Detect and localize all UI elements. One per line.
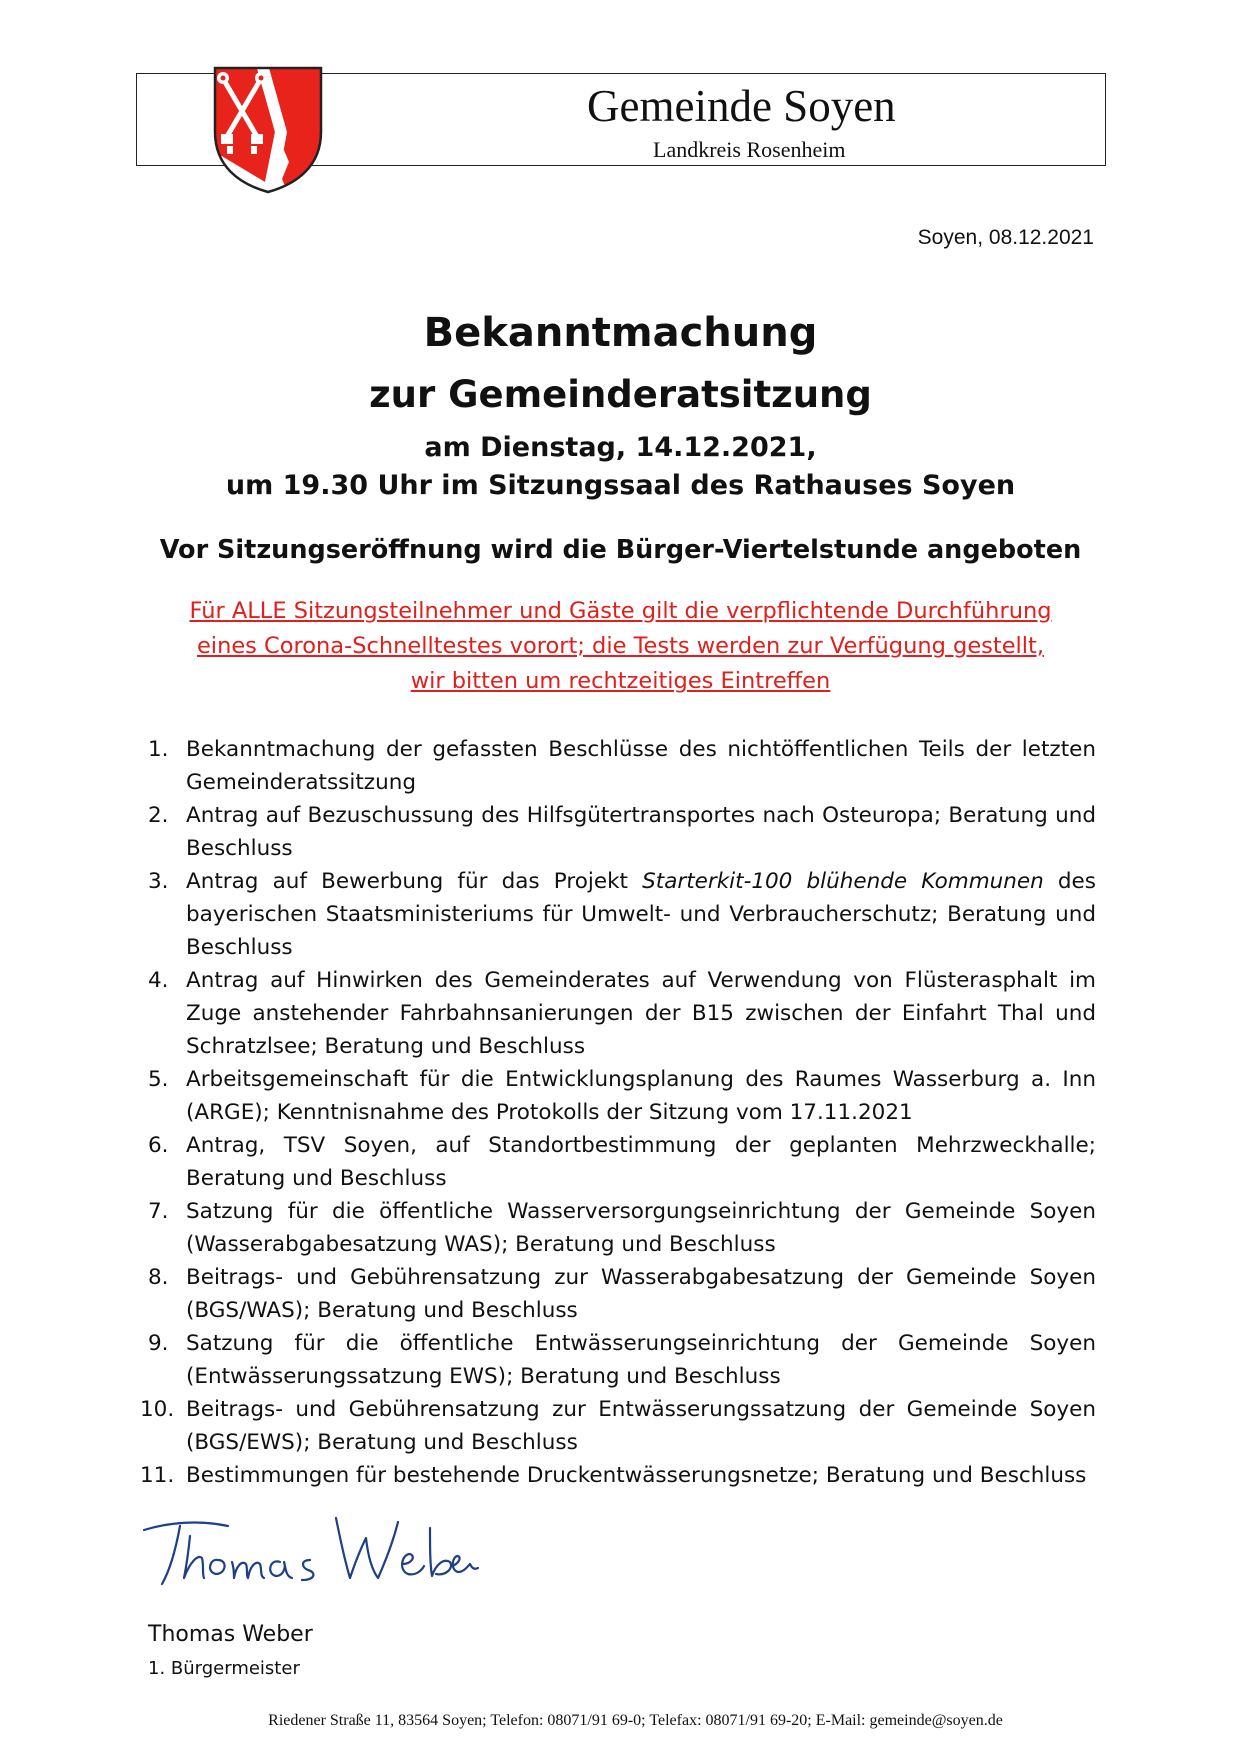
agenda-item-number: 2. (148, 803, 169, 828)
agenda-item (140, 1459, 1096, 1492)
agenda-item-text-pre: Antrag auf Bewerbung für das Projekt (186, 869, 643, 894)
agenda-item-number: 9. (148, 1331, 169, 1356)
agenda-item (140, 1393, 1096, 1459)
agenda-item (148, 1063, 1096, 1129)
agenda-item-text: Bestimmungen für bestehende Druckentwässerungsnetze; Beratung und Beschluss (186, 1463, 1087, 1488)
agenda-list (140, 733, 1096, 1492)
agenda-item (148, 1195, 1096, 1261)
agenda-item (148, 1327, 1096, 1393)
municipality-name: Gemeinde Soyen (587, 81, 896, 131)
agenda-item-number: 4. (148, 968, 169, 993)
document-title: Bekanntmachung (423, 310, 818, 356)
agenda-item (148, 1129, 1096, 1195)
meeting-date: am Dienstag, 14.12.2021, (424, 432, 817, 463)
agenda-item (148, 865, 1096, 964)
agenda-item-number: 10. (140, 1397, 175, 1422)
agenda-item-number: 6. (148, 1133, 169, 1158)
coat-of-arms-icon (209, 62, 327, 196)
signer-name: Thomas Weber (148, 1622, 313, 1647)
document-subtitle: zur Gemeinderatsitzung (369, 373, 872, 416)
meeting-time-location: um 19.30 Uhr im Sitzungssaal des Rathauses Soyen (225, 470, 1016, 501)
handwritten-signature (140, 1508, 480, 1598)
agenda-item-number: 11. (140, 1463, 175, 1488)
corona-notice-line: Für ALLE Sitzungsteilnehmer und Gäste gilt die verpflichtende Durchführung (189, 598, 1052, 624)
signer-role: 1. Bürgermeister (148, 1658, 300, 1679)
agenda-item (148, 1261, 1096, 1327)
agenda-item (148, 964, 1096, 1063)
agenda-item-text: Antrag auf Bezuschussung des Hilfsgütertransportes nach Osteuropa; Beratung und Beschluss (186, 803, 1096, 861)
citizens-quarter-hour-note: Vor Sitzungseröffnung wird die Bürger-Viertelstunde angeboten (159, 535, 1082, 565)
agenda-item-number: 3. (148, 869, 169, 894)
agenda-item (148, 799, 1096, 865)
letterhead (136, 73, 1106, 166)
agenda-item-text: Satzung für die öffentliche Entwässerungseinrichtung der Gemeinde Soyen (Entwässerungssatzung EWS); Beratung und Beschluss (186, 1331, 1096, 1389)
agenda-item-text: Bekanntmachung der gefassten Beschlüsse des nichtöffentlichen Teils der letzten Gemeinderatssitzung (186, 737, 1096, 795)
agenda-item-text: Beitrags- und Gebührensatzung zur Entwässerungssatzung der Gemeinde Soyen (BGS/EWS); Beratung und Beschluss (186, 1397, 1096, 1455)
contact-footer: Riedener Straße 11, 83564 Soyen; Telefon: 08071/91 69-0; Telefax: 08071/91 69-20; E-Mail: gemeinde@soyen.de (268, 1712, 1003, 1729)
corona-notice-line: wir bitten um rechtzeitiges Eintreffen (410, 668, 831, 694)
district-name: Landkreis Rosenheim (653, 137, 846, 162)
agenda-item-text: Beitrags- und Gebührensatzung zur Wasserabgabesatzung der Gemeinde Soyen (BGS/WAS); Beratung und Beschluss (186, 1265, 1096, 1323)
agenda-item-text: Antrag auf Hinwirken des Gemeinderates auf Verwendung von Flüsterasphalt im Zuge anstehender Fahrbahnsanierungen der B15 zwischen der Einfahrt Thal und Schratzlsee; Beratung und Beschluss (186, 968, 1096, 1059)
agenda-item-text: Satzung für die öffentliche Wasserversorgungseinrichtung der Gemeinde Soyen (Wasserabgabesatzung WAS); Beratung und Beschluss (186, 1199, 1096, 1257)
agenda-item-number: 7. (148, 1199, 169, 1224)
corona-notice-line: eines Corona-Schnelltestes vorort; die Tests werden zur Verfügung gestellt, (196, 633, 1045, 659)
agenda-item-text: Arbeitsgemeinschaft für die Entwicklungsplanung des Raumes Wasserburg a. Inn (ARGE); Kenntnisnahme des Protokolls der Sitzung vom 17.11.2021 (186, 1067, 1096, 1125)
agenda-item-number: 8. (148, 1265, 169, 1290)
agenda-item-number: 5. (148, 1067, 169, 1092)
agenda-item-text: Antrag, TSV Soyen, auf Standortbestimmung der geplanten Mehrzweckhalle; Beratung und Beschluss (186, 1133, 1096, 1191)
agenda-item (148, 733, 1096, 799)
project-name: Starterkit-100 blühende Kommunen (642, 869, 1044, 894)
agenda-item-text-post: des bayerischen Staatsministeriums für Umwelt- und Verbraucherschutz; Beratung und Beschluss (186, 869, 1096, 960)
agenda-item-number: 1. (148, 737, 169, 762)
document-date: Soyen, 08.12.2021 (917, 226, 1094, 249)
